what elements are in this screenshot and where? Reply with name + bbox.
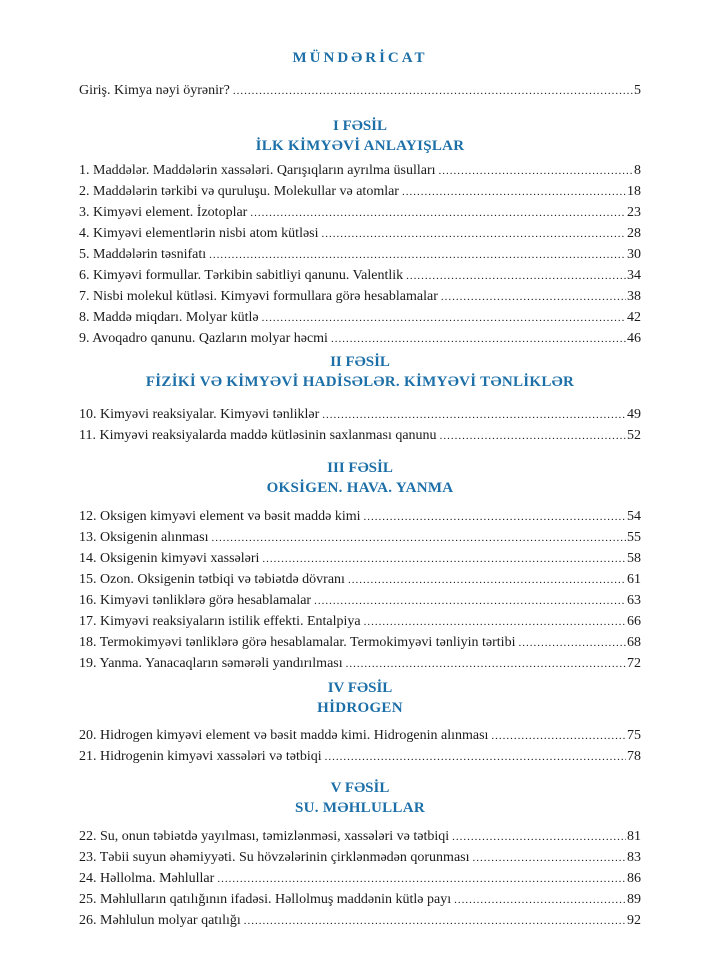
dot-leader xyxy=(454,891,626,909)
chapter-name: FİZİKİ VƏ KİMYƏVİ HADİSƏLƏR. KİMYƏVİ TƏNLİKLƏR xyxy=(145,374,575,390)
entry-page: 18 xyxy=(627,184,641,199)
dot-leader xyxy=(348,571,626,589)
dot-leader xyxy=(440,427,626,445)
entry-page: 81 xyxy=(627,829,641,844)
entry-page: 46 xyxy=(627,331,641,346)
toc-entry[interactable] xyxy=(79,288,641,306)
dot-leader xyxy=(406,267,626,285)
toc-entry[interactable] xyxy=(79,183,641,201)
chapter-name: HİDROGEN xyxy=(317,700,403,716)
chapter-number: IV FƏSİL xyxy=(327,680,393,696)
chapter-name: OKSİGEN. HAVA. YANMA xyxy=(266,480,454,496)
dot-leader xyxy=(473,849,627,867)
chapter-heading-1 xyxy=(79,116,641,156)
entry-title: 5. Maddələrin təsnifatı xyxy=(79,247,207,262)
toc-entry[interactable] xyxy=(79,550,641,568)
entry-title: 12. Oksigen kimyəvi element və bəsit maddə kimi xyxy=(79,509,361,524)
entry-page: 83 xyxy=(627,850,641,865)
entry-title: 25. Məhlulların qatılığının ifadəsi. Həllolmuş maddənin kütlə payı xyxy=(79,892,452,907)
dot-leader xyxy=(518,634,626,652)
entry-title: 22. Su, onun təbiətdə yayılması, təmizlənməsi, xassələri və tətbiqi xyxy=(79,829,450,844)
dot-leader xyxy=(314,592,626,610)
toc-entry[interactable] xyxy=(79,204,641,222)
dot-leader xyxy=(364,613,626,631)
toc-entry[interactable] xyxy=(79,571,641,589)
entry-title: 23. Təbii suyun əhəmiyyəti. Su hövzələrinin çirklənmədən qorunması xyxy=(79,850,470,865)
toc-entry[interactable] xyxy=(79,309,641,327)
dot-leader xyxy=(402,183,626,201)
chapter-heading-4 xyxy=(79,678,641,718)
entry-page: 72 xyxy=(627,656,641,671)
entry-title: 13. Oksigenin alınması xyxy=(79,530,209,545)
dot-leader xyxy=(364,508,627,526)
entry-page: 68 xyxy=(627,635,641,650)
entry-page: 66 xyxy=(627,614,641,629)
chapter-heading-2 xyxy=(79,352,641,392)
entry-title: 18. Termokimyəvi tənliklərə görə hesablamalar. Termokimyəvi tənliyin tərtibi xyxy=(79,635,516,650)
chapter-name: İLK KİMYƏVİ ANLAYIŞLAR xyxy=(255,138,465,154)
entry-page: 30 xyxy=(627,247,641,262)
toc-entry[interactable] xyxy=(79,246,641,264)
chapter-number: II FƏSİL xyxy=(330,354,390,370)
entry-title: 11. Kimyəvi reaksiyalarda maddə kütləsinin saxlanması qanunu xyxy=(79,428,437,443)
dot-leader xyxy=(491,727,626,745)
toc-entry[interactable] xyxy=(79,748,641,766)
toc-entry[interactable] xyxy=(79,592,641,610)
toc-entry[interactable] xyxy=(79,267,641,285)
entry-page: 28 xyxy=(627,226,641,241)
toc-entry[interactable] xyxy=(79,912,641,930)
dot-leader xyxy=(217,870,626,888)
toc-entry[interactable] xyxy=(79,162,641,180)
dot-leader xyxy=(346,655,626,673)
entry-page: 42 xyxy=(627,310,641,325)
toc-entry[interactable] xyxy=(79,870,641,888)
entry-title: 1. Maddələr. Maddələrin xassələri. Qarışıqların ayrılma üsulları xyxy=(79,163,436,178)
entry-page: 49 xyxy=(627,407,641,422)
entry-title: 9. Avoqadro qanunu. Qazların molyar həcmi xyxy=(79,331,328,346)
entry-page: 86 xyxy=(627,871,641,886)
dot-leader xyxy=(441,288,626,306)
entry-title: 3. Kimyəvi element. İzotoplar xyxy=(79,205,248,220)
entry-page: 58 xyxy=(627,551,641,566)
entry-page: 78 xyxy=(627,749,641,764)
entry-page: 38 xyxy=(627,289,641,304)
dot-leader xyxy=(439,162,633,180)
dot-leader xyxy=(322,406,626,424)
entry-title: Giriş. Kimya nəyi öyrənir? xyxy=(79,83,230,98)
entry-page: 92 xyxy=(627,913,641,928)
dot-leader xyxy=(452,828,626,846)
toc-entry-intro[interactable] xyxy=(79,82,641,100)
entry-page: 8 xyxy=(634,163,641,178)
dot-leader xyxy=(244,912,626,930)
toc-entry[interactable] xyxy=(79,727,641,745)
entry-title: 15. Ozon. Oksigenin tətbiqi və təbiətdə dövranı xyxy=(79,572,345,587)
dot-leader xyxy=(322,225,626,243)
dot-leader xyxy=(262,550,626,568)
toc-entry[interactable] xyxy=(79,655,641,673)
chapter-name: SU. MƏHLULLAR xyxy=(295,800,425,816)
entry-page: 54 xyxy=(627,509,641,524)
entry-page: 52 xyxy=(627,428,641,443)
entry-title: 24. Həllolma. Məhlullar xyxy=(79,871,215,886)
toc-entry[interactable] xyxy=(79,406,641,424)
dot-leader xyxy=(325,748,626,766)
chapter-heading-5 xyxy=(79,778,641,818)
entry-title: 7. Nisbi molekul kütləsi. Kimyəvi formullara görə hesablamalar xyxy=(79,289,438,304)
chapter-heading-3 xyxy=(79,458,641,498)
toc-entry[interactable] xyxy=(79,529,641,547)
toc-entry[interactable] xyxy=(79,427,641,445)
toc-entry[interactable] xyxy=(79,849,641,867)
toc-entry[interactable] xyxy=(79,828,641,846)
toc-entry[interactable] xyxy=(79,634,641,652)
chapter-number: I FƏSİL xyxy=(332,118,388,134)
toc-entry[interactable] xyxy=(79,891,641,909)
entry-title: 4. Kimyəvi elementlərin nisbi atom kütləsi xyxy=(79,226,319,241)
toc-entry[interactable] xyxy=(79,613,641,631)
dot-leader xyxy=(233,82,633,100)
toc-title: MÜNDƏRİCAT xyxy=(292,50,428,66)
entry-title: 19. Yanma. Yanacaqların səmərəli yandırılması xyxy=(79,656,343,671)
entry-title: 2. Maddələrin tərkibi və quruluşu. Molekullar və atomlar xyxy=(79,184,399,199)
entry-page: 63 xyxy=(627,593,641,608)
entry-title: 6. Kimyəvi formullar. Tərkibin sabitliyi qanunu. Valentlik xyxy=(79,268,404,283)
entry-page: 34 xyxy=(627,268,641,283)
dot-leader xyxy=(262,309,626,327)
entry-title: 21. Hidrogenin kimyəvi xassələri və tətbiqi xyxy=(79,749,322,764)
entry-title: 26. Məhlulun molyar qatılığı xyxy=(79,913,241,928)
chapter-number: III FƏSİL xyxy=(327,460,393,476)
dot-leader xyxy=(212,529,627,547)
chapter-number: V FƏSİL xyxy=(330,780,390,796)
toc-entry[interactable] xyxy=(79,330,641,348)
entry-page: 61 xyxy=(627,572,641,587)
entry-page: 5 xyxy=(634,83,641,98)
entry-title: 20. Hidrogen kimyəvi element və bəsit maddə kimi. Hidrogenin alınması xyxy=(79,728,489,743)
entry-title: 14. Oksigenin kimyəvi xassələri xyxy=(79,551,260,566)
dot-leader xyxy=(331,330,626,348)
entry-page: 89 xyxy=(627,892,641,907)
entry-title: 8. Maddə miqdarı. Molyar kütlə xyxy=(79,310,259,325)
toc-entry[interactable] xyxy=(79,508,641,526)
entry-page: 23 xyxy=(627,205,641,220)
entry-page: 55 xyxy=(627,530,641,545)
entry-title: 17. Kimyəvi reaksiyaların istilik effekti. Entalpiya xyxy=(79,614,361,629)
toc-entry[interactable] xyxy=(79,225,641,243)
entry-title: 16. Kimyəvi tənliklərə görə hesablamalar xyxy=(79,593,312,608)
dot-leader xyxy=(209,246,626,264)
dot-leader xyxy=(250,204,626,222)
entry-page: 75 xyxy=(627,728,641,743)
entry-title: 10. Kimyəvi reaksiyalar. Kimyəvi tənliklər xyxy=(79,407,320,422)
